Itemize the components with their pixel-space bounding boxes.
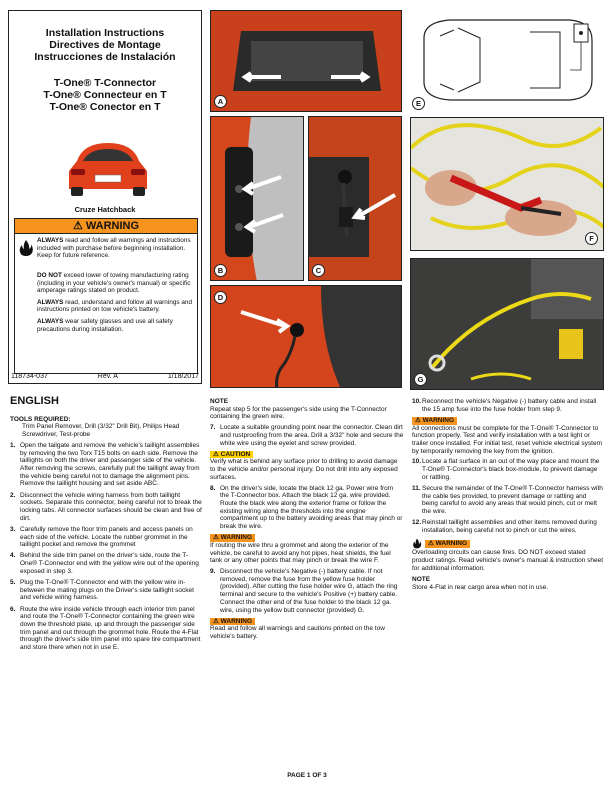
car-image [63, 139, 153, 199]
warning-text-2: Read and follow all warnings and cautions printed on the tow vehicle's battery. [210, 625, 385, 641]
caution-tag: ⚠ CAUTION [210, 451, 253, 459]
vehicle-diagram [410, 10, 604, 112]
photo-f [410, 117, 604, 251]
warning-tag-2: ⚠ WARNING [210, 618, 255, 626]
photo-g-image [411, 259, 604, 390]
photo-c [308, 116, 402, 281]
step-11: 11. Secure the remainder of the T-One® T-Connector harness with the cable ties provided, to prevent damage or rattling and being careful to avoid any areas that would pinch, cut or melt the wire. [412, 485, 603, 516]
step-5: 5. Plug the T-One® T-Connector end with the yellow wire in-between the mating plugs on the Driver's side taillight socket and vehicle wiring harness. [10, 579, 194, 602]
step-2: 2. Disconnect the vehicle wiring harness from both taillight sockets. Separate this connector, being careful not to break the locking tabs. All connector surfaces should be clean and free of dirt. [10, 491, 202, 522]
photo-a-image [211, 11, 402, 112]
photo-b [210, 116, 304, 281]
warning-triangle-icon: ⚠ [72, 220, 83, 232]
step-9: 9. Disconnect the vehicle's Negative (-) battery cable. If not removed, remove the fuse from the yellow fuse holder (provided). After cutting the fuse holder wire G, attach the ring terminal and secure to the vehicle's Positive (+) battery cable. Connect the other end of the fuse holder to the black 12 ga. wire, using the yellow butt connector (provided) G. [210, 568, 398, 614]
step-4: 4. Behind the side trim panel on the driver's side, route the T-One® T-Connector end with the yellow wire out of the opening exposed in step 3. [10, 552, 199, 575]
step-3: 3. Carefully remove the floor trim panels and access panels on each side of the vehicle. Locate the rubber grommet in the taillight pocket and remove the grommet [10, 525, 193, 549]
column-3 [412, 398, 604, 595]
warning-tag-3: ⚠ WARNING [412, 417, 457, 425]
warning-text: If routing the wire thru a grommet and along the exterior of the vehicle, be careful to avoid any hot pipes, heat shields, the fuel tank or any other points that may pinch or break the wire F. [210, 541, 391, 565]
doc-footer-row [11, 373, 199, 380]
warning-box [14, 218, 198, 374]
photo-label-f: F [585, 232, 598, 245]
product-line-2: T-One® Connecteur en T [43, 89, 167, 101]
page-number: PAGE 1 OF 3 [287, 772, 327, 779]
step-8: 8. On the driver's side, locate the black 12 ga. Power wire from the T-Connector box. Attach the black 12 ga. wire provided. Route the black wire along the exterior frame or follow the existing wiring along the thresholds into the engine compartment up to the battery avoiding areas that may pinch or break the wire. [210, 484, 403, 531]
title-line-2: Directives de Montage [49, 39, 161, 51]
tools-label: TOOLS REQUIRED: [10, 415, 71, 423]
note-label: NOTE [210, 398, 229, 405]
photo-label-g: G [414, 373, 427, 386]
step-7: 7. Locate a suitable grounding point near the connector. Clean dirt and rustproofing from the area. Drill a 3/32" hole and secure the white wire using the eyelet and screw provided. [210, 424, 404, 447]
revision: Rev. A [97, 373, 118, 380]
product-line-1: T-One® T-Connector [53, 77, 157, 89]
photo-c-image [309, 117, 402, 281]
language-heading: ENGLISH [10, 395, 59, 407]
photo-label-d: D [214, 291, 227, 304]
photo-label-c: C [312, 264, 325, 277]
note-text-2: Store 4-Flat in rear cargo area when not in use. [412, 584, 549, 592]
tools-text: Trim Panel Remover, Drill (3/32" Drill Bit), Philips Head Screwdriver, Test-probe [22, 423, 180, 439]
fire-hazard-icon [18, 239, 34, 257]
product-line-3: T-One® Conector en T [49, 101, 161, 113]
column-1 [10, 395, 202, 655]
title-line-3: Instrucciones de Instalación [34, 51, 176, 63]
warning-tag: ⚠ WARNING [210, 534, 255, 542]
photo-label-b: B [214, 264, 227, 277]
photo-f-image [411, 118, 604, 251]
step-10b: 10. Locate a flat surface in an out of the way place and mount the T-One® T-Connector's black box-module, to prevent damage or rattling. [412, 458, 600, 481]
warning-tag-4: ⚠ WARNING [425, 540, 470, 548]
photo-e [410, 10, 604, 112]
warning-header [15, 219, 197, 234]
warning-para-1: ALWAYS read and follow all warnings and instructions included with purchase before beginning installation. Keep for future reference. [37, 237, 191, 260]
warning-para-4: ALWAYS wear safety glasses and use all safety precautions during installation. [37, 317, 173, 333]
car-caption: Cruze Hatchback [74, 205, 136, 214]
warning-text-3: All connections must be complete for the T-One® T-Connector to function properly. Test and verify installation with a test light or trailer once installed. For initial test, reset vehicle electrical system by temporarily removing the key from the ignition. [412, 424, 603, 455]
note-text: Repeat step 5 for the passenger's side using the T-Connector containing the green wire. [210, 405, 387, 421]
photo-label-a: A [214, 95, 227, 108]
title-line-1: Installation Instructions [45, 27, 165, 39]
part-number: 118734-037 [11, 373, 48, 380]
caution-text: Verify what is behind any surface prior to drilling to avoid damage to the vehicle and/or personal injury. Do not drill into any exposed surfaces. [210, 458, 398, 481]
warning-title: WARNING [85, 220, 140, 232]
photo-b-image [211, 117, 304, 281]
header-panel [8, 10, 202, 384]
date: 1/18/2017 [167, 373, 199, 380]
photo-label-e: E [412, 97, 425, 110]
fire-icon [412, 538, 422, 549]
photo-d-image [211, 286, 402, 388]
warning-text-4: Overloading circuits can cause fires. DO NOT exceed stated product ratings. Read vehicle's owner's manual & instruction sheet for additional information. [412, 549, 604, 572]
column-2 [210, 398, 404, 644]
photo-a [210, 10, 402, 112]
step-6: 6. Route the wire inside vehicle through each interior trim panel and route the T-One® T-Connector containing the green wire down the threshold plate, up and through the passenger side trim panel and out through the grommet hole. Route the 4-Flat through the driver's side trim panel into spare tire compartment and store there when not in use E. [10, 605, 201, 652]
note-label-2: NOTE [412, 576, 431, 584]
step-10: 10. Reconnect the vehicle's Negative (-) battery cable and install the 15 amp fuse into the fuse holder from step 9. [412, 398, 597, 413]
step-12: 12. Reinstall taillight assemblies and other items removed during installation, being careful not to pinch or cut the wires. [412, 519, 597, 535]
warning-para-2: DO NOT exceed lower of towing manufacturing rating (including in your vehicle's owner's manual) or specific amperage ratings stated on product. [37, 272, 191, 295]
photo-d [210, 285, 402, 388]
step-1: 1. Open the tailgate and remove the vehicle's taillight assemblies by removing the two Torx T15 bolts on each side. Remove the taillights on both the driver and passenger side of the vehicle. After removing the screws, carefully pull the taillight away from the vehicle being careful not to damage the alignment pins. Remove the taillight housing and set aside ABC. [10, 441, 200, 488]
warning-para-3: ALWAYS read, understand and follow all warnings and instructions printed on tow vehicle's battery. [37, 298, 193, 314]
photo-g [410, 258, 604, 390]
